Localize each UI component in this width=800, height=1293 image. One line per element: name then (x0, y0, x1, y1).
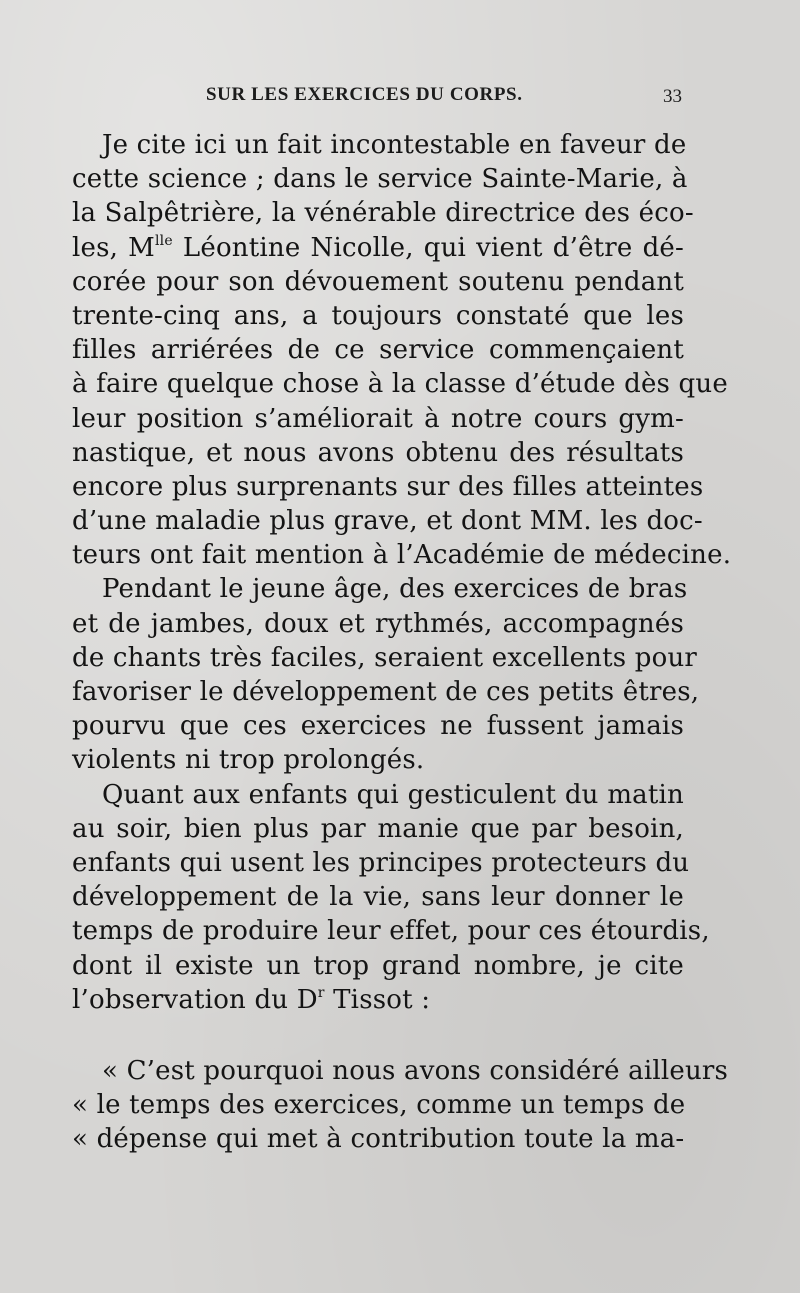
quotation (72, 1054, 729, 1157)
text-line: et de jambes, doux et rythmés, accompagnés (72, 608, 684, 639)
quote-line: « dépense qui met à contribution toute la ma- (72, 1124, 685, 1155)
text-line: favoriser le développement de ces petits êtres, (72, 677, 700, 707)
text-line: Quant aux enfants qui gesticulent du matin (102, 779, 684, 810)
paragraph-2 (72, 572, 700, 777)
paragraph-3 (72, 778, 710, 1017)
text-line: au soir, bien plus par manie que par besoin, (72, 813, 684, 844)
text-line: corée pour son dévouement soutenu pendant (72, 266, 684, 297)
text-fragment: les, M (72, 232, 155, 263)
text-line: trente-cinq ans, a toujours constaté que les (72, 300, 684, 331)
text-line: temps de produire leur effet, pour ces étourdis, (72, 916, 710, 947)
body-text (72, 128, 732, 1156)
page-header (70, 84, 682, 114)
text-line: teurs ont fait mention à l’Académie de médecine. (72, 540, 732, 571)
text-line: leur position s’améliorait à notre cours gym- (72, 403, 684, 434)
text-line: violents ni trop prolongés. (72, 745, 425, 776)
text-line: encore plus surprenants sur des filles atteintes (72, 471, 704, 502)
page-number: 33 (663, 86, 682, 107)
text-fragment: l’observation du D (72, 984, 318, 1015)
text-line: de chants très faciles, seraient excellents pour (72, 642, 698, 673)
text-line: la Salpêtrière, la vénérable directrice des éco- (72, 198, 694, 229)
text-line: nastique, et nous avons obtenu des résultats (72, 437, 684, 468)
text-line: cette science ; dans le service Sainte-Marie, à (72, 164, 688, 195)
text-line: dont il existe un trop grand nombre, je cite (72, 950, 684, 981)
text-line: d’une maladie plus grave, et dont MM. les doc- (72, 506, 703, 537)
text-fragment: Tissot : (324, 984, 431, 1015)
paragraph-1 (72, 128, 732, 572)
text-line (72, 231, 684, 265)
text-line: pourvu que ces exercices ne fussent jamais (72, 711, 684, 742)
text-line: développement de la vie, sans leur donner le (72, 882, 684, 913)
superscript-abbreviation: r (317, 984, 325, 1001)
text-line (72, 983, 684, 1017)
quote-line: « le temps des exercices, comme un temps de (72, 1090, 686, 1121)
text-line: enfants qui usent les principes protecteurs du (72, 847, 690, 878)
text-fragment: Léontine Nicolle, qui vient d’être dé- (172, 232, 684, 263)
text-line: Pendant le jeune âge, des exercices de bras (102, 574, 688, 605)
text-line: filles arriérées de ce service commençaient (72, 335, 684, 366)
superscript-abbreviation: lle (155, 232, 173, 249)
paragraph-gap (72, 1017, 684, 1054)
text-line: à faire quelque chose à la classe d’étude dès que (72, 369, 728, 400)
text-line: Je cite ici un fait incontestable en faveur de (102, 130, 687, 160)
running-title: SUR LES EXERCICES DU CORPS. (206, 84, 523, 105)
quote-line: « C’est pourquoi nous avons considéré ailleurs (102, 1055, 729, 1086)
